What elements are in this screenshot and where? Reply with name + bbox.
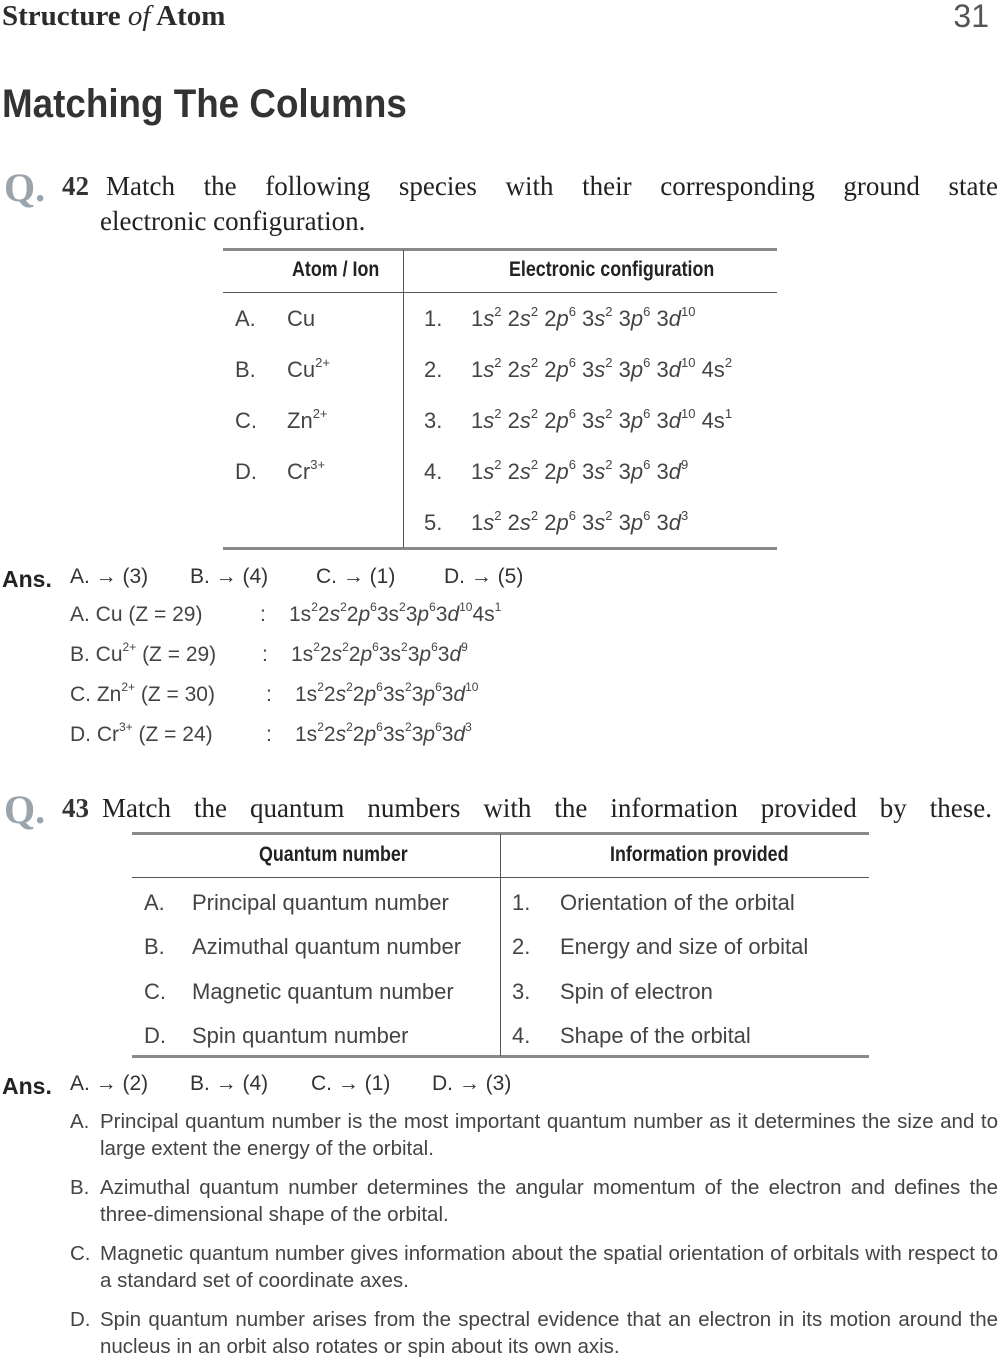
column-header: Quantum number (259, 843, 408, 866)
explanation-config: $1s^22s^22p^63s^23p^63d^{10}4s^1$ (289, 600, 502, 626)
electronic-configuration: $1s^2$ $2s^2$ $2p^6$ $3s^2$ $3p^6$ $3d^3$ (471, 508, 689, 535)
page-number: 31 (953, 0, 989, 34)
question-text-line1: Match the quantum numbers with the information provided by these. (102, 793, 992, 823)
quantum-number: Magnetic quantum number (192, 979, 454, 1004)
species: $Cr^{3+}$ (287, 457, 326, 484)
answer-item: D. → (3) (432, 1072, 512, 1095)
answer-item: D. → (5) (444, 565, 524, 588)
column-header: Atom / Ion (292, 258, 380, 281)
explanation-config: $1s^22s^22p^63s^23p^63d^9$ (291, 640, 468, 666)
section-title: Matching The Columns (2, 82, 407, 126)
answer-item: B. → (4) (190, 565, 269, 588)
information: Orientation of the orbital (560, 890, 795, 915)
column-header: Electronic configuration (509, 258, 715, 281)
explanation-paragraph: C. Magnetic quantum number gives information about the spatial orientation of orbitals with respect to a standard set of coordinate axes. (70, 1242, 998, 1292)
explanation-paragraph: A. Principal quantum number is the most important quantum number as it determines the size and to large extent the energy of the orbital. (70, 1110, 998, 1160)
species: Cu (287, 306, 316, 331)
quantum-number: Spin quantum number (192, 1023, 409, 1048)
electronic-configuration: $1s^2$ $2s^2$ $2p^6$ $3s^2$ $3p^6$ $3d^9$ (471, 457, 689, 484)
question-text-line1: Match the following species with their corresponding ground state (106, 171, 998, 201)
electronic-configuration: $1s^2$ $2s^2$ $2p^6$ $3s^2$ $3p^6$ $3d^{10}$ $4s^2$ (471, 355, 733, 382)
separator: : (266, 723, 272, 746)
explanation-species: D. $Cr^{3+}$ (Z = 24) (70, 720, 213, 746)
answer-item: A. → (2) (70, 1072, 149, 1095)
answer-label: Ans. (2, 566, 52, 592)
row-label: 1. (512, 890, 531, 915)
row-label: 5. (424, 510, 443, 535)
row-label: 2. (424, 357, 443, 382)
row-label: D. (144, 1023, 166, 1048)
answer-item: A. → (3) (70, 565, 149, 588)
row-label: A. (235, 306, 256, 331)
explanation-species: A. Cu (Z = 29) (70, 603, 203, 626)
question-number: 43 (62, 793, 89, 823)
separator: : (260, 603, 266, 626)
question-number: 42 (62, 171, 89, 201)
question-mark-icon: Q. (4, 165, 46, 210)
row-label: D. (235, 459, 257, 484)
question-text-line2: electronic configuration. (100, 206, 366, 236)
explanation-config: $1s^22s^22p^63s^23p^63d^{10}$ (295, 680, 479, 706)
explanation-paragraph: D. Spin quantum number arises from the spectral evidence that an electron in its motion around the nucleus in an orbit also rotates or spin about its own axis. (70, 1308, 998, 1358)
separator: : (266, 683, 272, 706)
column-header: Information provided (610, 843, 789, 866)
separator: : (262, 643, 268, 666)
explanation-species: B. $Cu^{2+}$ (Z = 29) (70, 640, 217, 666)
answer-label: Ans. (2, 1073, 52, 1099)
answer-item: B. → (4) (190, 1072, 269, 1095)
row-label: 2. (512, 934, 531, 959)
row-label: C. (144, 979, 166, 1004)
explanation-species: C. $Zn^{2+}$ (Z = 30) (70, 680, 215, 706)
answer-item: C. → (1) (311, 1072, 391, 1095)
row-label: 3. (424, 408, 443, 433)
quantum-number: Azimuthal quantum number (192, 934, 462, 959)
species: $Zn^{2+}$ (287, 406, 328, 433)
running-header-title: Structure of Atom (2, 0, 226, 32)
explanation-paragraph: B. Azimuthal quantum number determines the angular momentum of the electron and defines the three-dimensional shape of the orbital. (70, 1176, 998, 1226)
information: Spin of electron (560, 979, 713, 1004)
quantum-number: Principal quantum number (192, 890, 449, 915)
information: Energy and size of orbital (560, 934, 809, 959)
row-label: C. (235, 408, 257, 433)
row-label: A. (144, 890, 165, 915)
row-label: 1. (424, 306, 443, 331)
answer-item: C. → (1) (316, 565, 396, 588)
row-label: 4. (512, 1023, 531, 1048)
row-label: B. (235, 357, 256, 382)
question-mark-icon: Q. (4, 787, 46, 832)
information: Shape of the orbital (560, 1023, 751, 1048)
row-label: 3. (512, 979, 531, 1004)
row-label: 4. (424, 459, 443, 484)
explanation-config: $1s^22s^22p^63s^23p^63d^3$ (295, 720, 472, 746)
electronic-configuration: $1s^2$ $2s^2$ $2p^6$ $3s^2$ $3p^6$ $3d^{10}$ $4s^1$ (471, 406, 733, 433)
row-label: B. (144, 934, 165, 959)
species: $Cu^{2+}$ (287, 355, 330, 382)
electronic-configuration: $1s^2$ $2s^2$ $2p^6$ $3s^2$ $3p^6$ $3d^{10}$ (471, 304, 696, 331)
